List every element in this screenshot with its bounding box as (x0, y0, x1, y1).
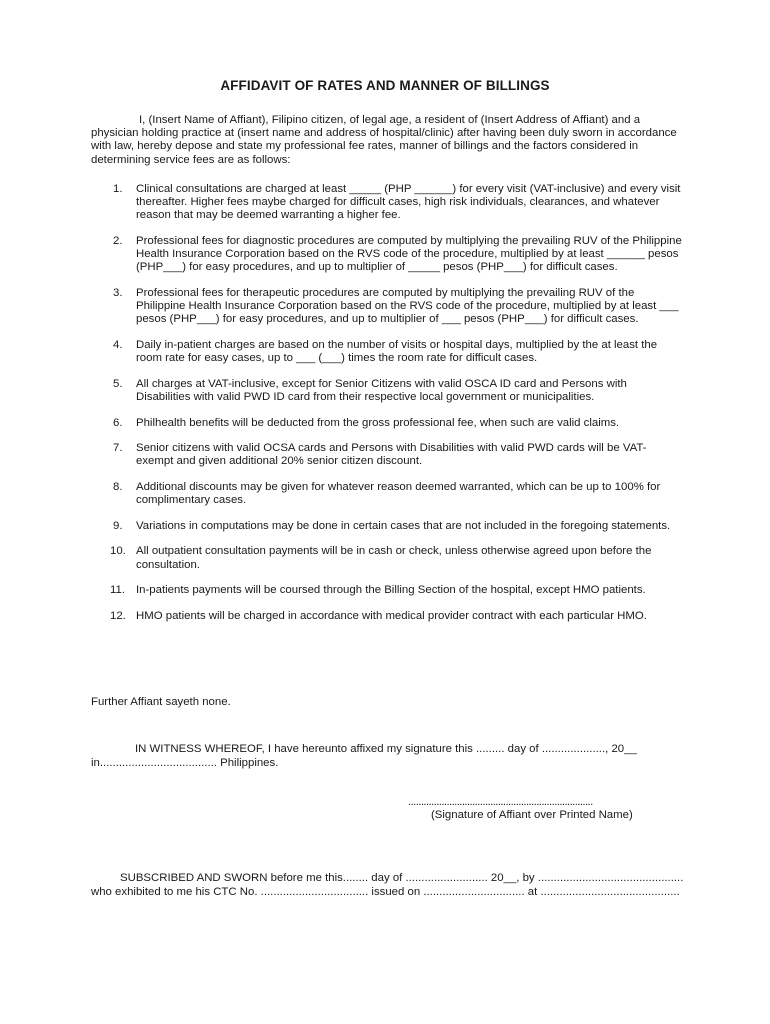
list-item (91, 481, 683, 507)
item-text: Philhealth benefits will be deducted from the gross professional fee, when such are valid claims. (136, 416, 620, 429)
item-number: 2. (113, 235, 123, 247)
item-number: 1. (113, 183, 123, 195)
item-text: Variations in computations may be done in certain cases that are not included in the foregoing statements. (136, 519, 671, 532)
item-number: 7. (113, 442, 123, 455)
list-item (91, 417, 683, 430)
jurat-paragraph (91, 871, 691, 899)
item-number: 3. (113, 287, 123, 299)
further-affiant-statement: Further Affiant sayeth none. (91, 696, 231, 708)
item-text: All outpatient consultation payments will be in cash or check, unless otherwise agreed upon before the consultation. (136, 545, 652, 571)
terms-list (91, 183, 683, 635)
item-text: Professional fees for diagnostic procedures are computed by multiplying the prevailing RUV of the Philippine Health Insurance Corporation based on the RVS code of the procedure, multiplied by at least ______ pesos (PHP___) for easy procedures, and up to multiplier of _____ pesos (PHP___) for difficult cases. (136, 235, 682, 274)
signature-label: (Signature of Affiant over Printed Name) (431, 809, 633, 821)
list-item (91, 520, 683, 533)
item-text: HMO patients will be charged in accordance with medical provider contract with each particular HMO. (136, 609, 647, 622)
intro-text: I, (Insert Name of Affiant), Filipino citizen, of legal age, a resident of (Insert Address of Affiant) and a physician holding practice at (insert name and address of hospital/clinic) after having been duly sworn in accordance with law, hereby depose and state my professional fee rates, manner of billings and the factors considered in determining service fees are as follows: (91, 114, 677, 166)
item-number: 12. (110, 609, 126, 622)
item-text: Additional discounts may be given for whatever reason deemed warranted, which can be up to 100% for complimentary cases. (136, 480, 661, 507)
item-text: In-patients payments will be coursed through the Billing Section of the hospital, except HMO patients. (136, 584, 646, 597)
item-text: Professional fees for therapeutic procedures are computed by multiplying the prevailing RUV of the Philippine Health Insurance Corporation based on the RVS code of the procedure, multiplied by at least ___ pesos (PHP___) for easy procedures, and up to multiplier of ___ pesos (PHP___) for difficult cases. (136, 287, 679, 326)
list-item (91, 545, 683, 571)
list-item (91, 235, 683, 275)
list-item (91, 339, 683, 365)
item-number: 8. (113, 480, 123, 493)
item-number: 11. (110, 584, 125, 597)
list-item (91, 442, 683, 468)
item-number: 10. (110, 545, 126, 558)
item-text: All charges at VAT-inclusive, except for Senior Citizens with valid OSCA ID card and Persons with Disabilities with valid PWD ID card from their respective local government or municipalities. (136, 377, 627, 403)
signature-line: ........................................................................ (408, 796, 593, 808)
list-item (91, 287, 683, 327)
document-title: AFFIDAVIT OF RATES AND MANNER OF BILLINGS (220, 78, 550, 93)
list-item (91, 610, 683, 623)
witness-text: IN WITNESS WHEREOF, I have hereunto affixed my signature this ......... day of ...................., 20__ in..................................... Philippines. (91, 743, 637, 769)
item-text: Clinical consultations are charged at least _____ (PHP ______) for every visit (VAT-inclusive) and every visit thereafter. Higher fees maybe charged for difficult cases, high risk individuals, clearances, and whatever reason that may be deemed warranting a higher fee. (136, 183, 681, 222)
witness-paragraph (91, 742, 683, 770)
list-item (91, 378, 683, 404)
item-text: Senior citizens with valid OCSA cards and Persons with Disabilities with valid PWD cards will be VAT-exempt and given additional 20% senior citizen discount. (136, 442, 647, 468)
item-number: 4. (113, 339, 123, 351)
item-text: Daily in-patient charges are based on the number of visits or hospital days, multiplied by the at least the room rate for easy cases, up to ___ (___) times the room rate for difficult cases. (136, 339, 658, 365)
item-number: 9. (113, 519, 123, 532)
item-number: 5. (113, 377, 123, 390)
jurat-text: SUBSCRIBED AND SWORN before me this........ day of .......................... 20__, by .............................................. who exhibited to me his CTC No. .................................. issued on ................................ at ............................................ (91, 872, 684, 898)
list-item (91, 584, 683, 597)
item-number: 6. (113, 416, 123, 429)
list-item (91, 183, 683, 223)
intro-paragraph (91, 114, 677, 167)
